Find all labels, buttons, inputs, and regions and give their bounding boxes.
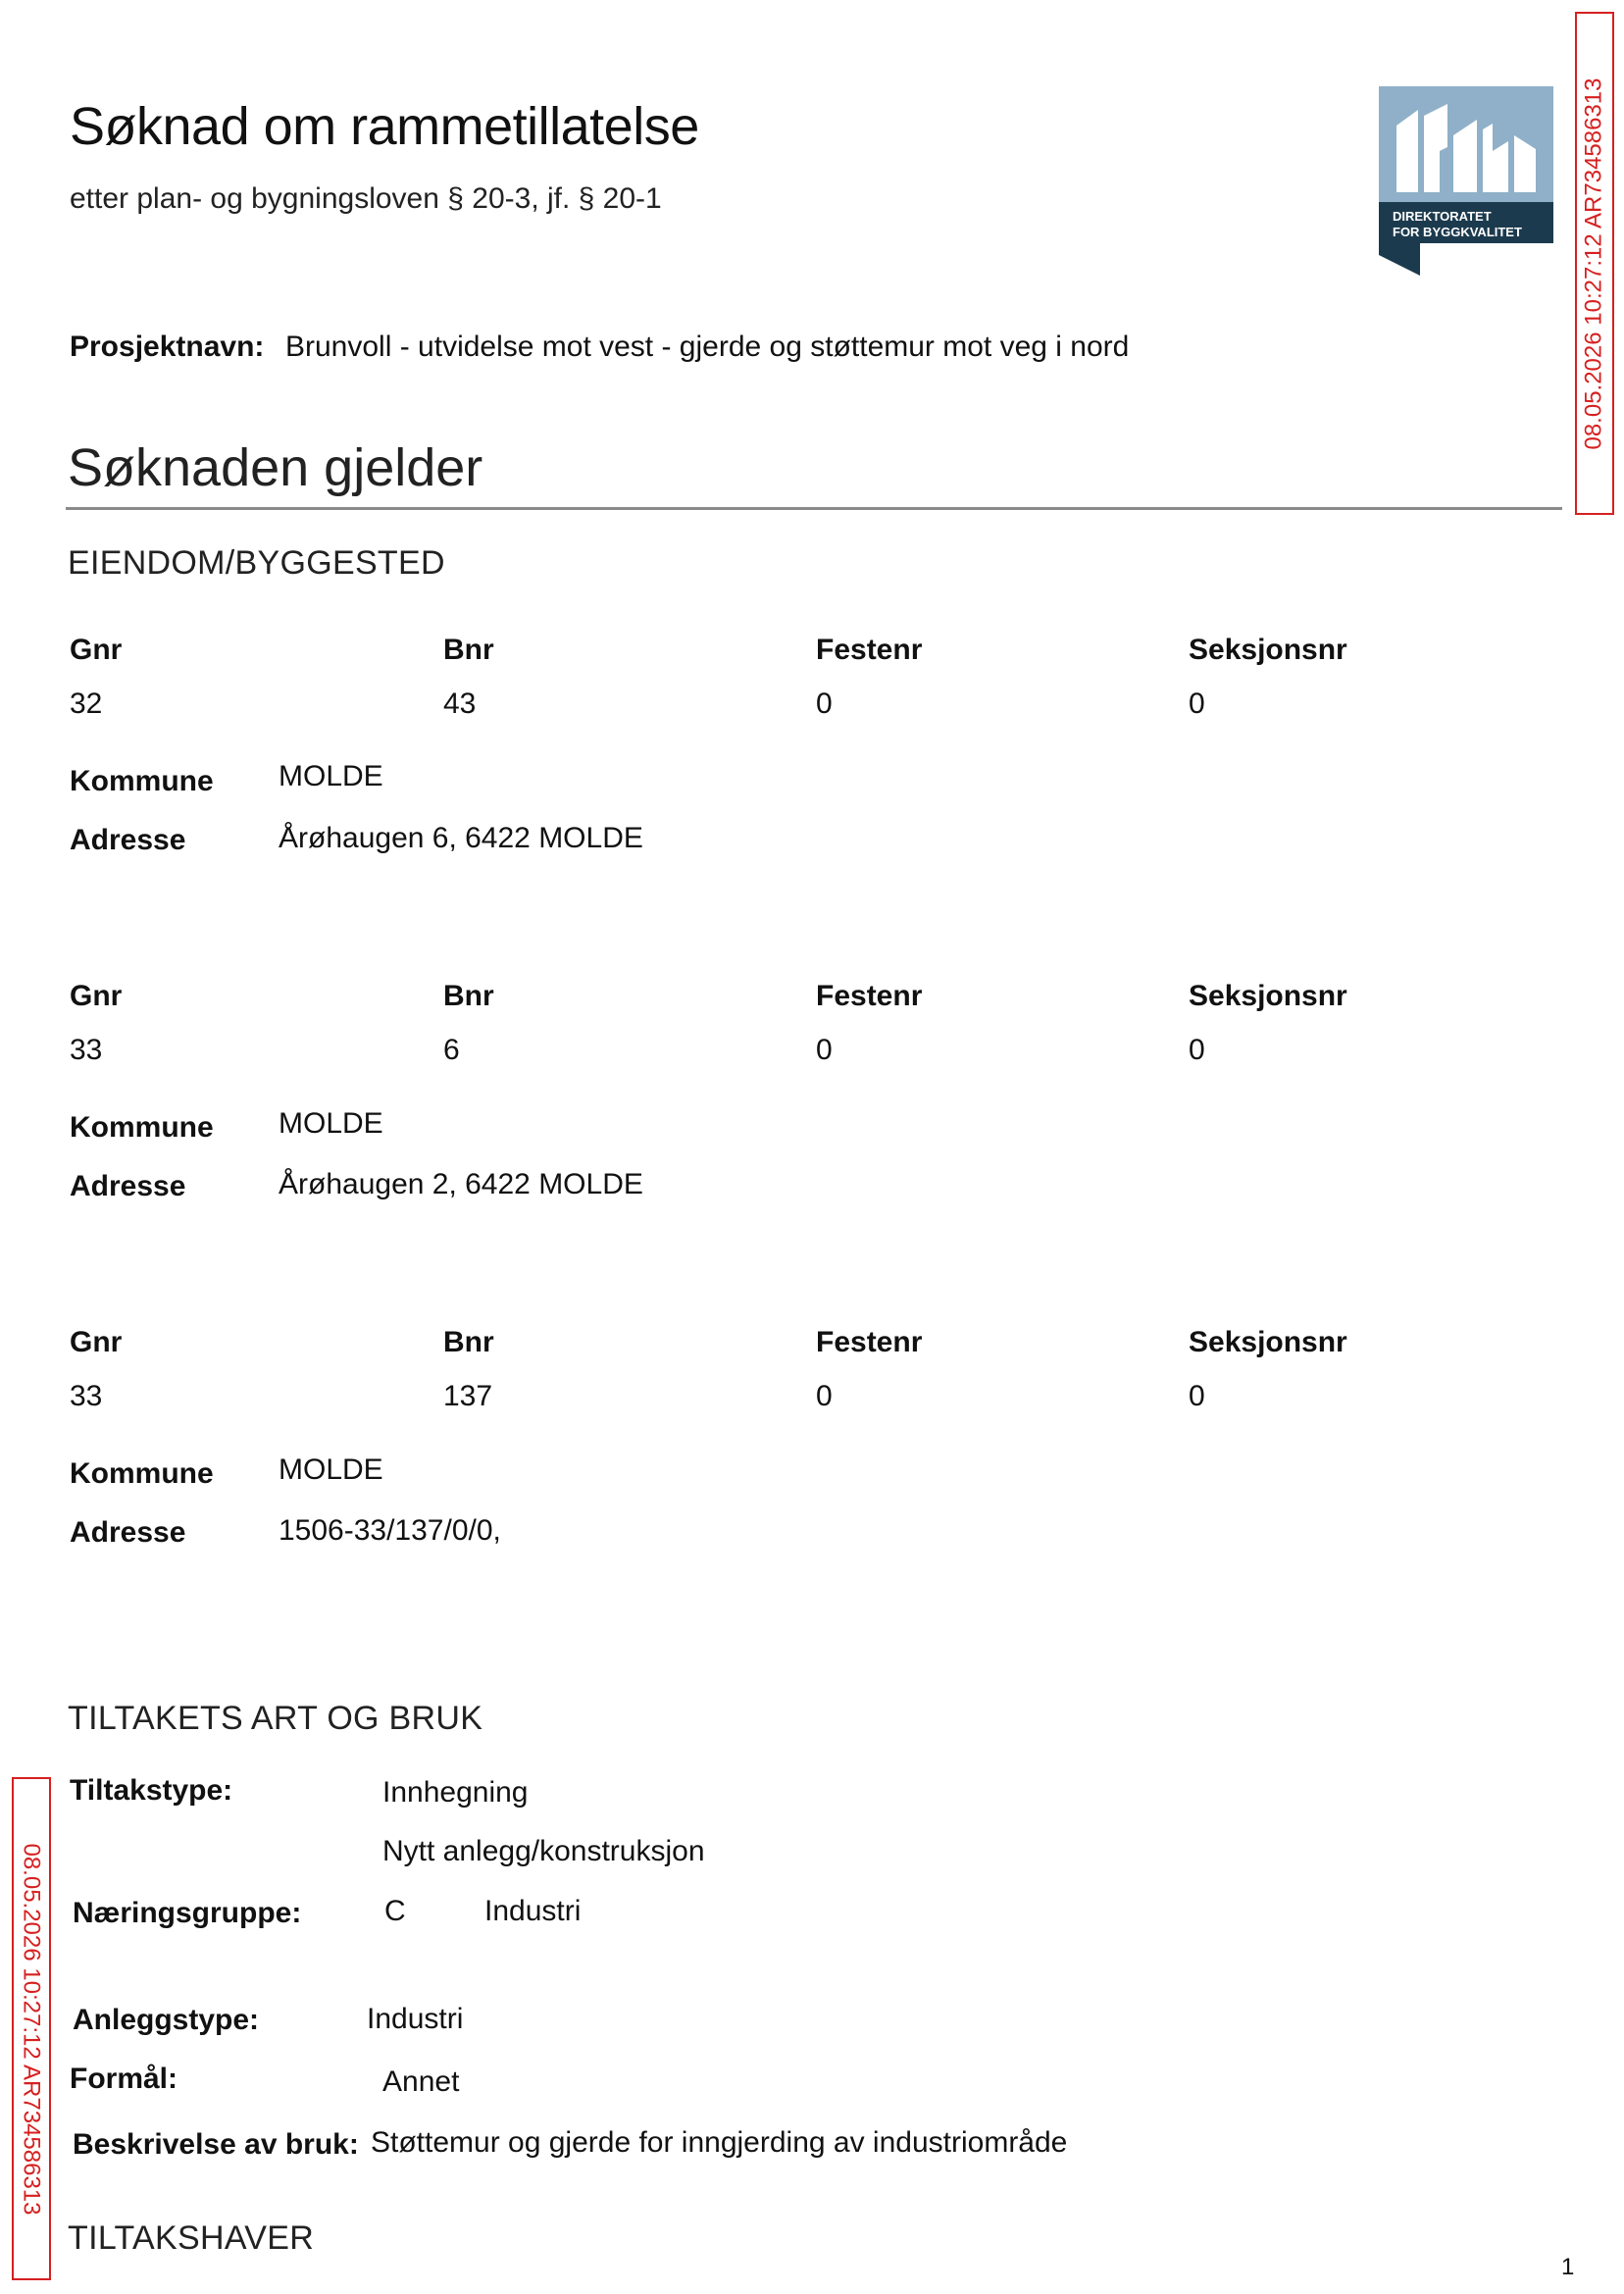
kommune-label: Kommune (70, 765, 214, 797)
adresse-value: 1506-33/137/0/0, (279, 1514, 501, 1547)
tiltak-heading: TILTAKETS ART OG BRUK (68, 1700, 483, 1737)
date-stamp-left: 08.05.2026 10:27:12 AR734586313 (12, 1777, 51, 2280)
dibk-logo-graphic (1379, 86, 1553, 276)
beskrivelse-value: Støttemur og gjerde for inngjerding av industriområde (371, 2126, 1068, 2159)
kommune-value: MOLDE (279, 760, 383, 792)
tiltakstype-value: Innhegning (382, 1776, 529, 1809)
adresse-label: Adresse (70, 1516, 186, 1549)
festenr-header: Festenr (816, 634, 923, 666)
adresse-value: Årøhaugen 6, 6422 MOLDE (279, 822, 643, 854)
gnr-value: 33 (70, 1034, 103, 1066)
festenr-header: Festenr (816, 1326, 923, 1358)
seksjonsnr-header: Seksjonsnr (1189, 980, 1347, 1012)
bnr-value: 137 (443, 1380, 493, 1412)
adresse-label: Adresse (70, 1170, 186, 1202)
adresse-label: Adresse (70, 824, 186, 856)
date-stamp-right: 08.05.2026 10:27:12 AR734586313 (1575, 12, 1614, 515)
anleggstype-value: Industri (367, 2003, 464, 2035)
document-title: Søknad om rammetillatelse (70, 97, 699, 156)
logo-line2: FOR BYGGKVALITET (1393, 225, 1522, 239)
document-subtitle: etter plan- og bygningsloven § 20-3, jf. § 20-1 (70, 182, 662, 215)
bnr-value: 43 (443, 688, 477, 720)
project-name-label: Prosjektnavn: (70, 331, 265, 363)
festenr-value: 0 (816, 1034, 833, 1066)
project-name-value: Brunvoll - utvidelse mot vest - gjerde og støttemur mot veg i nord (285, 331, 1130, 363)
naeringsgruppe-code: C (384, 1895, 406, 1927)
seksjonsnr-value: 0 (1189, 1380, 1205, 1412)
tiltakstype-label: Tiltakstype: (70, 1774, 233, 1807)
kommune-label: Kommune (70, 1457, 214, 1490)
seksjonsnr-header: Seksjonsnr (1189, 1326, 1347, 1358)
anleggstype-label: Anleggstype: (73, 2004, 260, 2036)
page-number: 1 (1561, 2254, 1575, 2280)
festenr-value: 0 (816, 688, 833, 720)
seksjonsnr-header: Seksjonsnr (1189, 634, 1347, 666)
gnr-value: 33 (70, 1380, 103, 1412)
logo-line1: DIREKTORATET (1393, 209, 1492, 224)
gnr-header: Gnr (70, 634, 123, 666)
tiltakstype-value: Nytt anlegg/konstruksjon (382, 1835, 705, 1867)
naeringsgruppe-label: Næringsgruppe: (73, 1897, 302, 1929)
naeringsgruppe-value: Industri (484, 1895, 582, 1927)
gnr-value: 32 (70, 688, 103, 720)
kommune-label: Kommune (70, 1111, 214, 1144)
section-title: Søknaden gjelder (68, 438, 483, 497)
kommune-value: MOLDE (279, 1453, 383, 1486)
seksjonsnr-value: 0 (1189, 688, 1205, 720)
adresse-value: Årøhaugen 2, 6422 MOLDE (279, 1168, 643, 1200)
bnr-header: Bnr (443, 980, 494, 1012)
gnr-header: Gnr (70, 980, 123, 1012)
festenr-header: Festenr (816, 980, 923, 1012)
bnr-value: 6 (443, 1034, 460, 1066)
gnr-header: Gnr (70, 1326, 123, 1358)
kommune-value: MOLDE (279, 1107, 383, 1140)
bnr-header: Bnr (443, 634, 494, 666)
bnr-header: Bnr (443, 1326, 494, 1358)
beskrivelse-label: Beskrivelse av bruk: (73, 2128, 359, 2161)
seksjonsnr-value: 0 (1189, 1034, 1205, 1066)
tiltakshaver-heading: TILTAKSHAVER (68, 2219, 315, 2257)
dibk-logo (1379, 86, 1553, 276)
festenr-value: 0 (816, 1380, 833, 1412)
eiendom-heading: EIENDOM/BYGGESTED (68, 544, 445, 582)
formal-label: Formål: (70, 2063, 178, 2095)
formal-value: Annet (382, 2065, 460, 2098)
section-divider (66, 507, 1562, 510)
